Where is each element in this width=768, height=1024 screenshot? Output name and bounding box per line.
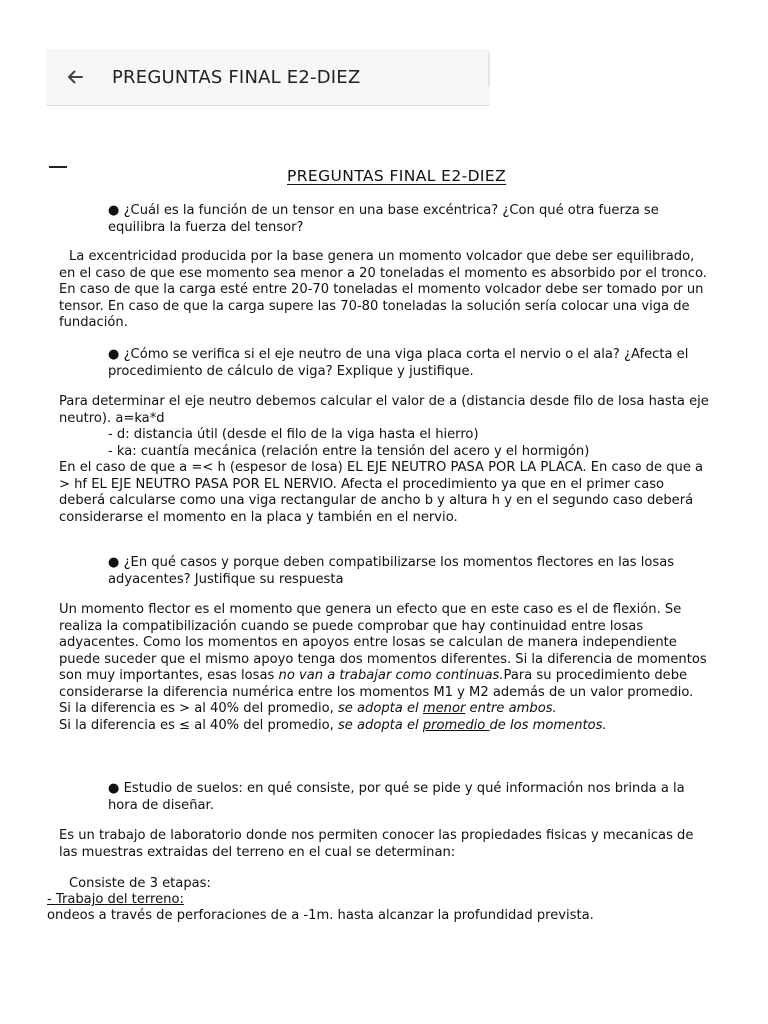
underlined-menor: menor — [422, 701, 466, 716]
question-4-text: Estudio de suelos: en qué consiste, por qué se pide y qué información nos brinda a la hora de diseñar. — [108, 781, 685, 813]
document-title: PREGUNTAS FINAL E2-DIEZ — [287, 167, 507, 185]
document-dash — [49, 166, 67, 168]
answer-1: La excentricidad producida por la base genera un momento volcador que debe ser equilibrado, en el caso de que ese momento sea menor a 20 toneladas el momento es absorbido por el tronco. En caso de que la carga esté entre 20-70 toneladas el momento volcador debe ser tomado por un tensor. En caso de que la carga supere las 70-80 toneladas la solución sería colocar una viga de fundación. — [59, 249, 707, 330]
question-1 — [108, 203, 708, 236]
stages-heading: Consiste de 3 etapas: — [69, 876, 211, 891]
app-bar-edge — [488, 53, 490, 87]
bullet-icon: ● — [108, 555, 120, 570]
question-2-text: ¿Cómo se verifica si el eje neutro de una viga placa corta el nervio o el ala? ¿Afecta el procedimiento de cálculo de viga? Explique y justifique. — [108, 347, 689, 379]
italic-phrase: no van a trabajar como continuas. — [278, 668, 504, 683]
underlined-promedio: promedio — [422, 717, 490, 733]
question-2 — [108, 347, 708, 380]
answer-4: Es un trabajo de laboratorio donde nos permiten conocer las propiedades fisicas y mecanicas de las muestras extraidas del terreno en el cual se determinan: — [59, 828, 694, 860]
bullet-icon: ● — [108, 347, 120, 362]
rule-greater: Si la diferencia es > al 40% del promedio, se adopta el menor entre ambos. — [59, 701, 557, 716]
question-3-text: ¿En qué casos y porque deben compatibilizarse los momentos flectores en las losas adyacentes? Justifique su respuesta — [108, 555, 675, 587]
bullet-icon: ● — [108, 203, 120, 218]
definition-d: - d: distancia útil (desde el filo de la viga hasta el hierro) — [108, 427, 479, 442]
rule-less-equal: Si la diferencia es ≤ al 40% del promedio, se adopta el promedio de los momentos. — [59, 717, 607, 733]
stage-1-description: ondeos a través de perforaciones de a -1m. hasta alcanzar la profundidad prevista. — [47, 908, 594, 923]
answer-2 — [59, 394, 709, 526]
question-4 — [108, 781, 708, 814]
answer-3 — [59, 602, 709, 734]
definition-ka: - ka: cuantía mecánica (relación entre la tensión del acero y el hormigón) — [108, 443, 590, 459]
bullet-icon: ● — [108, 781, 120, 796]
answer-3-body: Un momento flector es el momento que genera un efecto que en este caso es el de flexión. Se realiza la compatibilización cuando se puede comprobar que hay continuidad entre losas adyacentes. Como los momentos en apoyos entre losas se calculan de manera independiente puede suceder que el mismo apoyo tenga dos momentos diferentes. Si la diferencia de momentos son muy importantes, esas losas no van a trabajar como continuas.Para su procedimiento debe considerarse la diferencia numérica entre los momentos M1 y M2 además de un valor promedio. — [59, 602, 707, 700]
answer-2-rest: En el caso de que a =< h (espesor de losa) EL EJE NEUTRO PASA POR LA PLACA. En caso de que a > hf EL EJE NEUTRO PASA POR EL NERVIO. Afecta el procedimiento ya que en el primer caso deberá calcularse como una viga rectangular de ancho b y altura h y en el segundo caso deberá considerarse el momento en la placa y también en el nervio. — [59, 460, 704, 525]
question-3 — [108, 555, 708, 588]
answer-2-lead: Para determinar el eje neutro debemos calcular el valor de a (distancia desde filo de losa hasta eje neutro). a=ka*d — [59, 394, 709, 426]
question-1-text: ¿Cuál es la función de un tensor en una base excéntrica? ¿Con qué otra fuerza se equilibra la fuerza del tensor? — [108, 203, 659, 235]
app-bar-title: PREGUNTAS FINAL E2-DIEZ — [112, 66, 361, 88]
stage-1-title: - Trabajo del terreno: — [47, 892, 184, 907]
arrow-left-icon[interactable] — [64, 66, 86, 88]
app-bar — [46, 49, 490, 106]
